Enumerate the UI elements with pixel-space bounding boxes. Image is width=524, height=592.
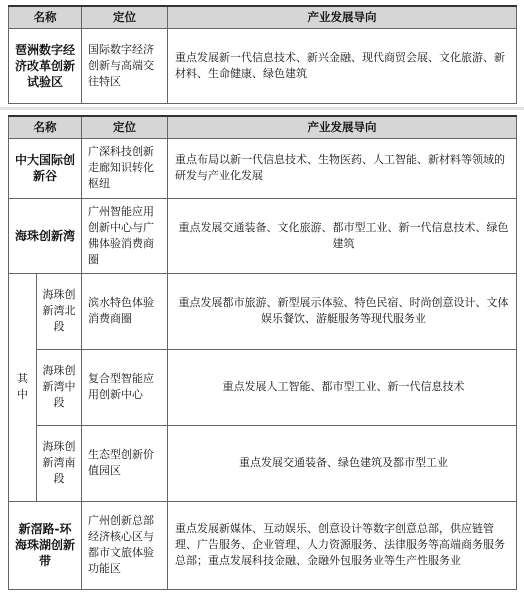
zone-name: 琶洲数字经济改革创新试验区 (9, 28, 82, 103)
sub-zone-name: 海珠创新湾中段 (37, 349, 82, 425)
zone-industry: 重点发展新一代信息技术、新兴金融、现代商贸会展、文化旅游、新材料、生命健康、绿色建筑 (168, 28, 517, 103)
zone-industry: 重点布局以新一代信息技术、生物医药、人工智能、新材料等领域的研发与产业化发展 (168, 138, 517, 198)
section-divider (0, 107, 524, 110)
header-name: 名称 (9, 6, 82, 28)
table-row (9, 28, 517, 103)
zone-name: 中大国际创新谷 (9, 138, 82, 198)
header-industry: 产业发展导向 (168, 6, 517, 28)
sub-zone-name: 海珠创新湾南段 (37, 425, 82, 501)
table-header-row (9, 6, 517, 28)
zone-industry: 重点发展交通装备、文化旅游、都市型工业、新一代信息技术、绿色建筑 (168, 198, 517, 273)
table-row (9, 138, 517, 198)
sub-zone-position: 复合型智能应用创新中心 (82, 349, 168, 425)
header-position: 定位 (82, 116, 168, 138)
header-position: 定位 (82, 6, 168, 28)
table-row (9, 349, 517, 425)
sub-zone-industry: 重点发展交通装备、绿色建筑及都市型工业 (168, 425, 517, 501)
sub-zone-name: 海珠创新湾北段 (37, 273, 82, 349)
header-name: 名称 (9, 116, 82, 138)
zone-industry: 重点发展新媒体、互动娱乐、创意设计等数字创意总部，供应链管理、广告服务、企业管理、人力资源服务、法律服务等高端商务服务总部；重点发展科技金融、金融外包服务业等生产性服务业 (168, 501, 517, 589)
sub-zone-industry: 重点发展都市旅游、新型展示体验、特色民宿、时尚创意设计、文体娱乐餐饮、游艇服务等现代服务业 (168, 273, 517, 349)
zone-position: 广州创新总部经济核心区与都市文旅体验功能区 (82, 501, 168, 589)
group-label: 其中 (9, 273, 37, 501)
zone-name: 海珠创新湾 (9, 198, 82, 273)
zone-position: 国际数字经济创新与高端交往特区 (82, 28, 168, 103)
table-row (9, 273, 517, 349)
zone-position: 广州智能应用创新中心与广佛体验消费商圈 (82, 198, 168, 273)
zone-name: 新滘路-环海珠湖创新带 (9, 501, 82, 589)
zone-table-haizhu (8, 115, 517, 590)
zone-position: 广深科技创新走廊知识转化枢纽 (82, 138, 168, 198)
zone-table-pazhou (8, 5, 517, 104)
table-row (9, 425, 517, 501)
sub-zone-position: 滨水特色体验消费商圈 (82, 273, 168, 349)
sub-zone-industry: 重点发展人工智能、都市型工业、新一代信息技术 (168, 349, 517, 425)
header-industry: 产业发展导向 (168, 116, 517, 138)
table-row (9, 198, 517, 273)
table-row (9, 501, 517, 589)
table-header-row (9, 116, 517, 138)
sub-zone-position: 生态型创新价值园区 (82, 425, 168, 501)
